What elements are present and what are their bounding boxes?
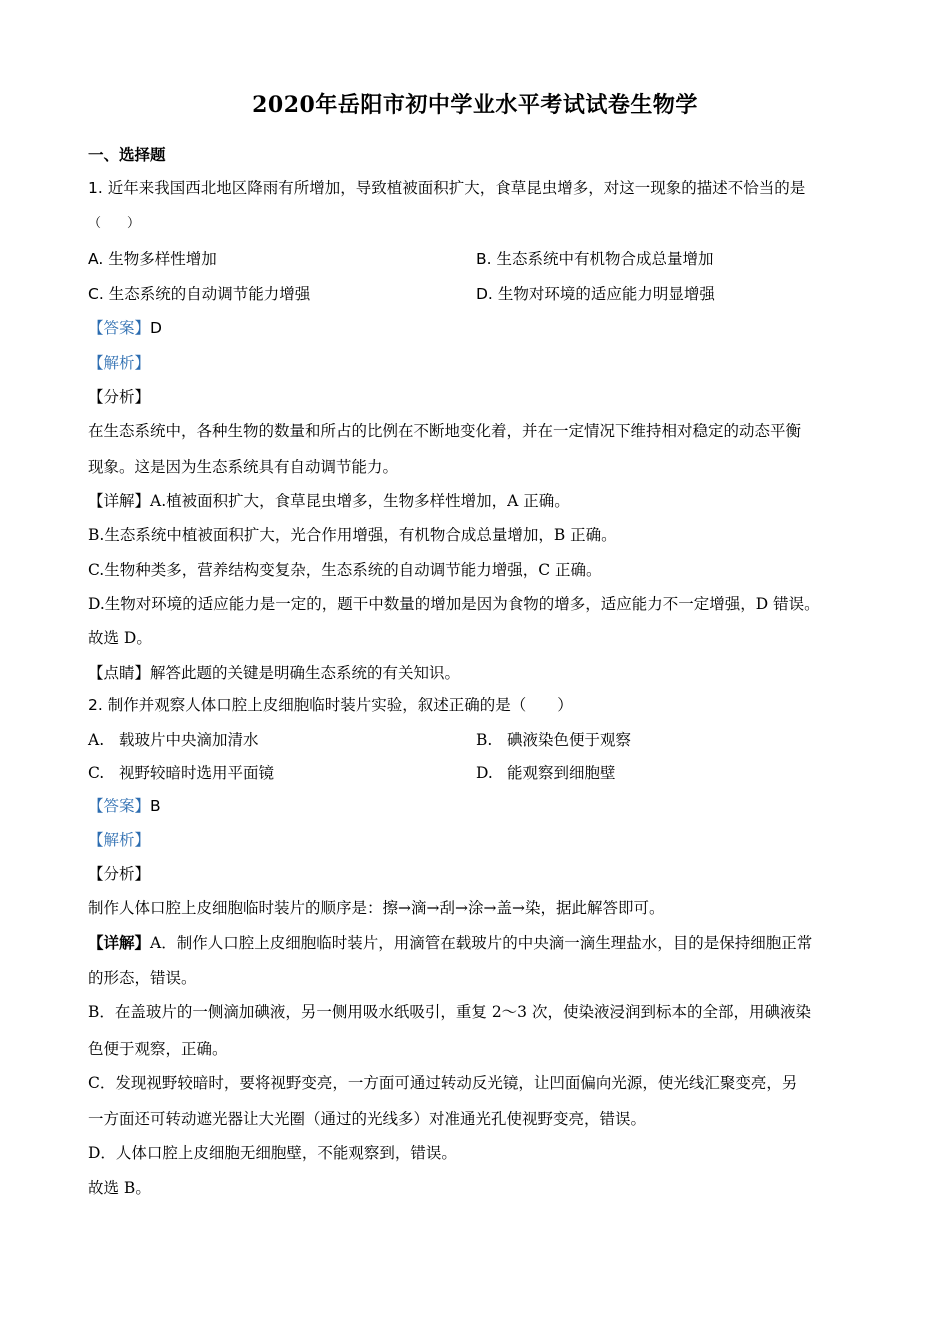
q1-detail-a: 【详解】A.植被面积扩大，食草昆虫增多，生物多样性增加，A 正确。 [88, 492, 570, 510]
q1-detail-d: D.生物对环境的适应能力是一定的，题干中数量的增加是因为食物的增多，适应能力不一定增强，D 错误。 [88, 595, 820, 613]
tip-label: 【点睛】 [88, 664, 151, 682]
answer-value: D [150, 319, 162, 337]
q1-option-b: B. 生态系统中有机物合成总量增加 [476, 250, 714, 268]
question-text: 近年来我国西北地区降雨有所增加，导致植被面积扩大，食草昆虫增多，对这一现象的描述不恰当的是 [107, 179, 806, 197]
question-2-stem [88, 695, 868, 715]
q2-answer [88, 796, 868, 816]
question-number: 2. [88, 696, 103, 714]
q2-detail-c-1: C．发现视野较暗时，要将视野变亮，一方面可通过转动反光镜，让凹面偏向光源，使光线汇聚变亮，另 [88, 1074, 798, 1092]
q2-detail-a-2: 的形态，错误。 [88, 969, 197, 987]
q2-detail-b-2: 色便于观察，正确。 [88, 1040, 228, 1058]
q1-detail-c: C.生物种类多，营养结构变复杂，生态系统的自动调节能力增强，C 正确。 [88, 561, 602, 579]
section-heading: 一、选择题 [88, 145, 166, 164]
q1-option-d: D. 生物对环境的适应能力明显增强 [476, 285, 715, 303]
q1-fenxi-line-2: 现象。这是因为生态系统具有自动调节能力。 [88, 458, 399, 476]
q1-analysis-label: 【解析】 [88, 354, 151, 372]
answer-label: 【答案】 [88, 797, 151, 815]
q2-option-c: C. 视野较暗时选用平面镜 [88, 764, 274, 782]
answer-label: 【答案】 [88, 319, 151, 337]
q1-detail-b: B.生态系统中植被面积扩大，光合作用增强，有机物合成总量增加，B 正确。 [88, 526, 617, 544]
page-title: 2020年岳阳市初中学业水平考试试卷生物学 [252, 92, 698, 118]
q2-detail-a-1: 【详解】A．制作人口腔上皮细胞临时装片，用滴管在载玻片的中央滴一滴生理盐水，目的是保持细胞正常 [88, 933, 813, 952]
q2-option-d: D. 能观察到细胞壁 [476, 764, 616, 782]
q2-option-a: A. 载玻片中央滴加清水 [88, 731, 259, 749]
q2-choose: 故选 B。 [88, 1179, 151, 1197]
q2-analysis-label: 【解析】 [88, 831, 151, 849]
q2-detail-d: D．人体口腔上皮细胞无细胞壁，不能观察到，错误。 [88, 1144, 457, 1162]
q1-option-a: A. 生物多样性增加 [88, 250, 217, 268]
q2-fenxi-label: 【分析】 [88, 865, 151, 883]
question-1-blank: （ ） [88, 216, 141, 231]
question-1-stem [88, 178, 868, 198]
q2-detail-b-1: B．在盖玻片的一侧滴加碘液，另一侧用吸水纸吸引，重复 2～3 次，使染液浸润到标本的全部，用碘液染 [88, 1003, 811, 1021]
q2-fenxi: 制作人体口腔上皮细胞临时装片的顺序是：擦→滴→刮→涂→盖→染，据此解答即可。 [88, 899, 665, 917]
answer-value: B [150, 797, 161, 815]
q1-tip: 【点睛】解答此题的关键是明确生态系统的有关知识。 [88, 664, 461, 682]
detail-label: 【详解】 [88, 492, 151, 510]
q1-option-c: C. 生态系统的自动调节能力增强 [88, 285, 311, 303]
q2-detail-c-2: 一方面还可转动遮光器让大光圈（通过的光线多）对准通光孔使视野变亮，错误。 [88, 1110, 647, 1128]
question-text: 制作并观察人体口腔上皮细胞临时装片实验，叙述正确的是（ ） [107, 696, 573, 714]
q2-option-b: B. 碘液染色便于观察 [476, 731, 631, 749]
detail-label: 【详解】 [88, 933, 151, 952]
q1-answer [88, 318, 868, 338]
q1-fenxi-label: 【分析】 [88, 388, 151, 406]
q1-choose: 故选 D。 [88, 629, 152, 647]
question-number: 1. [88, 179, 103, 197]
q1-fenxi-line-1: 在生态系统中，各种生物的数量和所占的比例在不断地变化着，并在一定情况下维持相对稳定的动态平衡 [88, 422, 802, 440]
